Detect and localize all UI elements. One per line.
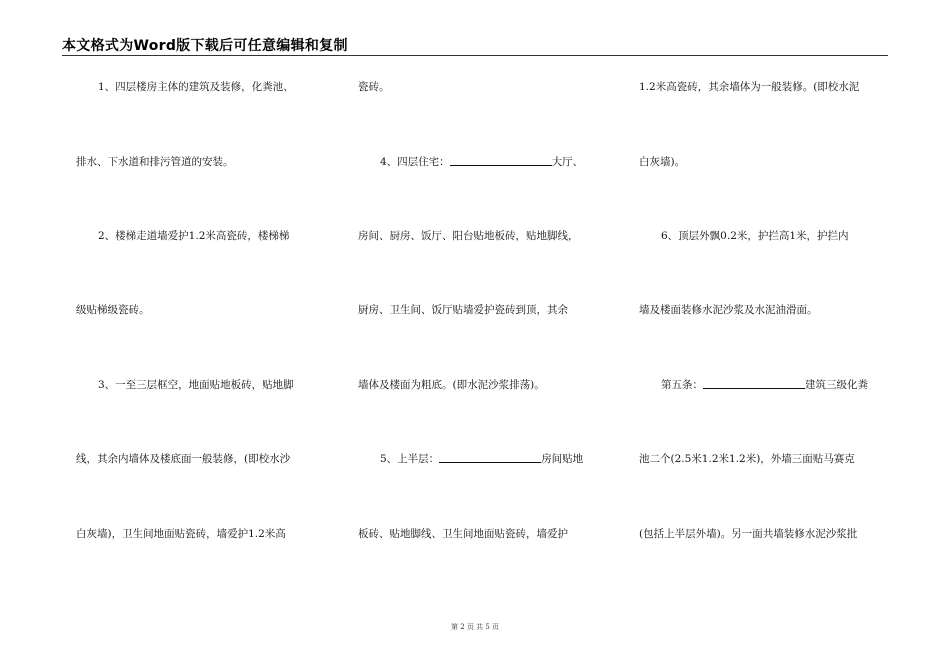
right-line-3: 6、顶层外飘0.2米，护拦高1米，护拦内	[661, 230, 849, 242]
middle-line-6-before: 5、上半层：	[380, 453, 440, 465]
right-line-5-after: 建筑三级化粪	[805, 379, 868, 391]
header-divider	[62, 55, 888, 56]
middle-line-5: 墙体及楼面为粗底。(即水泥沙浆排荡)。	[358, 379, 545, 391]
middle-line-6	[380, 452, 583, 466]
right-line-4: 墙及楼面装修水泥沙浆及水泥油滑面。	[639, 304, 818, 316]
document-header: 本文格式为Word版下载后可任意编辑和复制	[62, 38, 348, 54]
middle-line-2-before: 4、四层住宅：	[380, 156, 450, 168]
middle-line-3: 房间、厨房、饭厅、阳台贴地板砖，贴地脚线，	[358, 230, 579, 242]
middle-line-2-after: 大厅、	[551, 156, 584, 168]
left-line-7: 白灰墙)，卫生间地面贴瓷砖，墙爱护1.2米高	[76, 528, 286, 540]
right-line-2: 白灰墙)。	[639, 156, 686, 168]
middle-line-2	[380, 155, 583, 169]
fill-in-blank	[703, 378, 805, 389]
left-line-1: 1、四层楼房主体的建筑及装修，化粪池、	[98, 81, 294, 93]
middle-line-6-after: 房间贴地	[541, 453, 584, 465]
left-line-3: 2、楼梯走道墙爱护1.2米高瓷砖，楼梯梯	[98, 230, 290, 242]
middle-line-7: 板砖、贴地脚线、卫生间地面贴瓷砖，墙爱护	[358, 528, 568, 540]
right-line-1: 1.2米高瓷砖，其余墙体为一般装修。(即校水泥	[639, 81, 860, 93]
left-line-2: 排水、下水道和排污管道的安装。	[76, 156, 234, 168]
right-line-7: (包括上半层外墙)。另一面共墙装修水泥沙浆批	[639, 528, 858, 540]
middle-line-4: 厨房、卫生间、饭厅贴墙爱护瓷砖到顶，其余	[358, 304, 568, 316]
fill-in-blank	[439, 452, 541, 463]
page-number-footer: 第 2 页 共 5 页	[450, 623, 500, 631]
right-line-5	[661, 378, 868, 392]
right-line-6: 池二个(2.5米1.2米1.2米)，外墙三面贴马赛克	[639, 453, 855, 465]
right-line-5-before: 第五条：	[661, 379, 703, 391]
fill-in-blank	[450, 155, 552, 166]
left-line-5: 3、一至三层框空，地面贴地板砖，贴地脚	[98, 379, 294, 391]
middle-line-1: 瓷砖。	[358, 81, 390, 93]
left-line-6: 线，其余内墙体及楼底面一般装修，(即校水沙	[76, 453, 291, 465]
left-line-4: 级贴梯级瓷砖。	[76, 304, 150, 316]
